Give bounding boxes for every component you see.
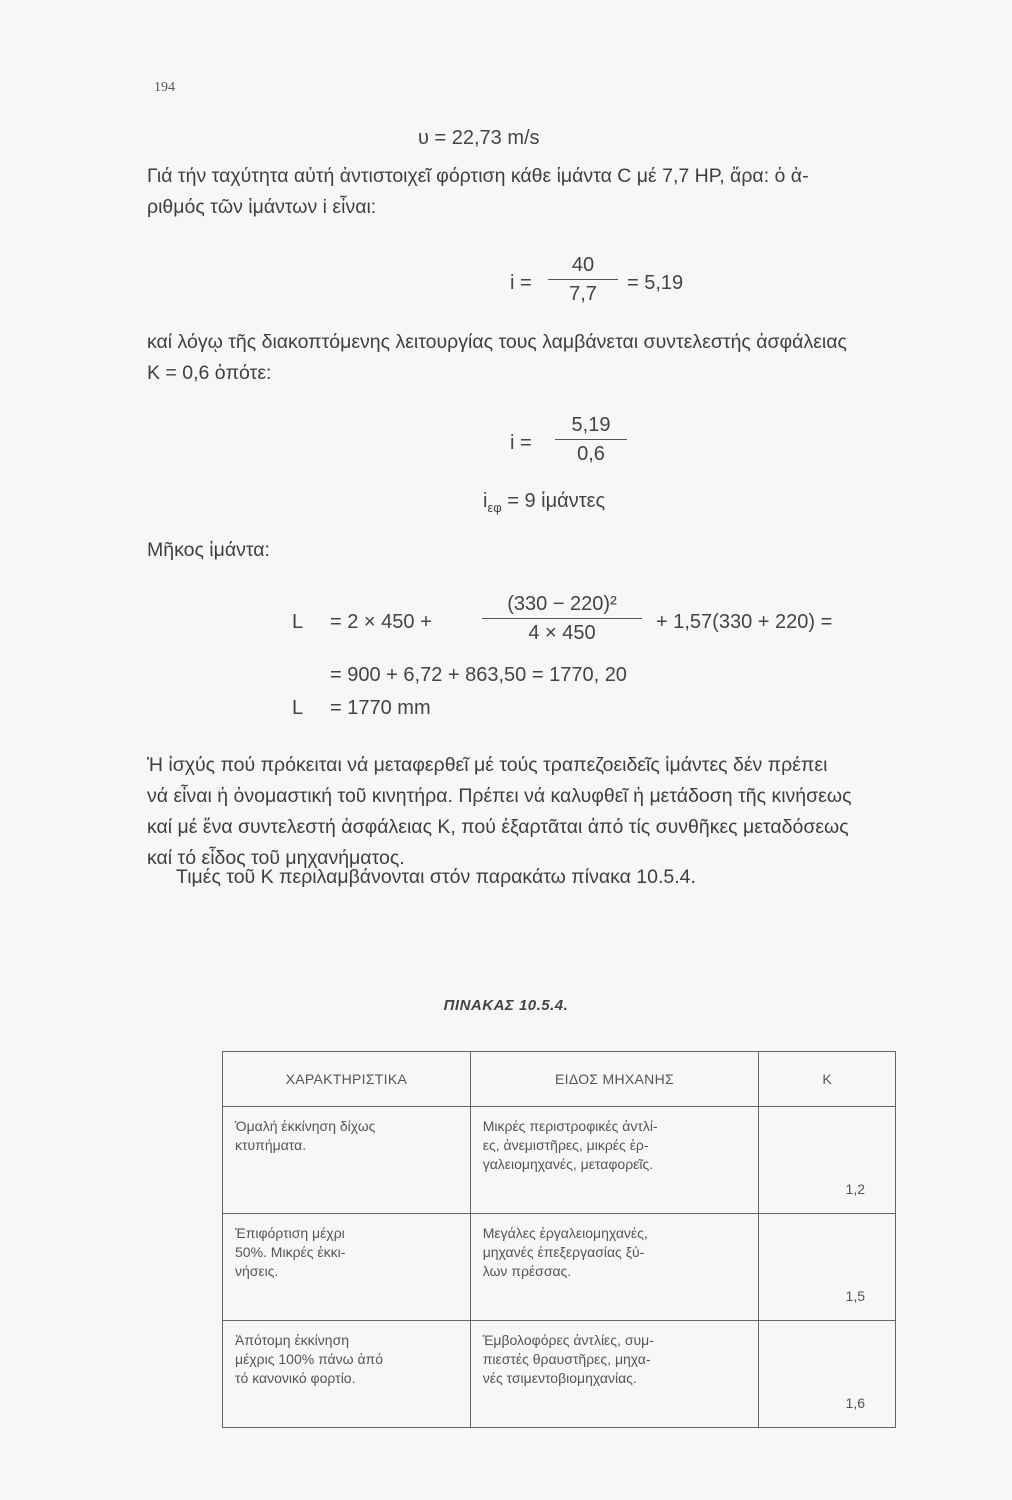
paragraph-1-line-2: ριθμός τῶν ἱμάντων i εἶναι: [147,196,377,218]
cell-line: Ἐμβολοφόρες ἀντλίες, συμ- [482,1332,654,1348]
cell-line: μέχρις 100% πάνω ἀπό [235,1351,383,1367]
eq-i1-fraction [548,254,618,306]
eq-i2-fraction-bar [555,439,627,440]
eq-ief [483,490,605,515]
table-header-row [223,1052,896,1107]
cell-line: μηχανές ἐπεξεργασίας ξύ- [482,1244,645,1260]
cell-line: Ἐπιφόρτιση μέχρι [235,1225,345,1241]
eq-i2-lhs: i = [510,432,532,454]
cell-characteristics [223,1321,471,1428]
cell-characteristics [223,1214,471,1321]
eq-L-lhs: L [292,611,304,633]
eq-L-fraction-bar [482,618,642,619]
paragraph-3-line-1: Ἡ ἰσχύς πού πρόκειται νά μεταφερθεῖ μέ τούς τραπεζοειδεῖς ἱμάντες δέν πρέπει [147,754,828,776]
eq-L-part2: + 1,57(330 + 220) = [656,611,833,633]
cell-line: λων πρέσσας. [482,1263,572,1279]
eq-i1-denominator: 7,7 [569,283,597,305]
eq-L-line3: = 1770 mm [330,697,431,719]
eq-L-denominator: 4 × 450 [528,622,596,644]
cell-k-value: 1,2 [759,1107,896,1214]
eq-L-part1: = 2 × 450 + [330,611,432,633]
eq-i1-rhs: = 5,19 [627,272,684,294]
cell-line: κτυπήματα. [235,1137,307,1153]
paragraph-3-line-3: καί μέ ἕνα συντελεστή ἀσφάλειας K, πού ἐξαρτᾶται ἀπό τίς συνθῆκες μεταδόσεως [147,816,849,838]
cell-k-value: 1,6 [759,1321,896,1428]
paragraph-3-line-2: νά εἶναι ἡ ὀνομαστική τοῦ κινητήρα. Πρέπει νά καλυφθεῖ ἡ μετάδοση τῆς κινήσεως [147,785,852,807]
paragraph-2 [147,327,847,389]
k-factor-table [222,1051,896,1428]
cell-line: Μικρές περιστροφικές ἀντλί- [482,1118,658,1134]
table-title: ΠΙΝΑΚΑΣ 10.5.4. [443,997,569,1014]
eq-i2-denominator: 0,6 [577,443,605,465]
cell-line: Ἀπότομη ἐκκίνηση [235,1332,350,1348]
eq-i2-numerator: 5,19 [571,414,611,436]
paragraph-2-line-2: K = 0,6 ὁπότε: [147,362,272,384]
cell-line: ες, ἀνεμιστῆρες, μικρές ἐρ- [482,1137,649,1153]
eq-ief-rhs: = 9 ἱμάντες [507,490,606,512]
cell-machine-type [470,1321,759,1428]
header-machine-type: ΕΙΔΟΣ ΜΗΧΑΝΗΣ [470,1052,759,1107]
cell-line: νές τσιμεντοβιομηχανίας. [482,1370,637,1386]
paragraph-2-line-1: καί λόγῳ τῆς διακοπτόμενης λειτουργίας τους λαμβάνεται συντελεστής ἀσφάλειας [147,331,847,353]
cell-line: 50%. Μικρές ἐκκι- [235,1244,346,1260]
eq-L-line3-lhs: L [292,697,304,719]
cell-line: Μεγάλες ἐργαλειομηχανές, [482,1225,648,1241]
table-row [223,1107,896,1214]
paragraph-3 [147,750,851,874]
eq-i2-fraction [555,414,627,466]
paragraph-3-line-4: καί τό εἶδος τοῦ μηχανήματος. [147,847,405,869]
eq-ief-var: i [483,490,488,512]
cell-characteristics [223,1107,471,1214]
cell-line: πιεστές θραυστῆρες, μηχα- [482,1351,651,1367]
cell-machine-type [470,1107,759,1214]
eq-ief-subscript: εφ [487,500,502,515]
eq-i1-fraction-bar [548,279,618,280]
cell-line: γαλειομηχανές, μεταφορεῖς. [482,1156,654,1172]
eq-i1-lhs: i = [510,272,532,294]
eq-i1-numerator: 40 [571,254,595,276]
page-number: 194 [154,80,175,95]
paragraph-1-line-1: Γιά τήν ταχύτητα αὐτή ἀντιστοιχεῖ φόρτιση κάθε ἱμάντα C μέ 7,7 HP, ἄρα: ὁ ἀ- [147,165,809,187]
belt-length-label: Μῆκος ἱμάντα: [147,539,270,561]
header-k: K [759,1052,896,1107]
header-characteristics: ΧΑΡΑΚΤΗΡΙΣΤΙΚΑ [223,1052,471,1107]
velocity-equation: υ = 22,73 m/s [418,127,540,149]
cell-line: Ὁμαλή ἐκκίνηση δίχως [235,1118,376,1134]
paragraph-4: Τιμές τοῦ K περιλαμβάνονται στόν παρακάτω πίνακα 10.5.4. [176,866,696,888]
eq-L-numerator: (330 − 220)² [507,593,617,615]
cell-line: νήσεις. [235,1263,279,1279]
paragraph-1 [147,161,809,223]
cell-line: τό κανονικό φορτίο. [235,1370,356,1386]
table-row [223,1214,896,1321]
eq-L-line2: = 900 + 6,72 + 863,50 = 1770, 20 [330,664,627,686]
cell-machine-type [470,1214,759,1321]
eq-L-fraction [482,593,642,645]
table-row [223,1321,896,1428]
cell-k-value: 1,5 [759,1214,896,1321]
